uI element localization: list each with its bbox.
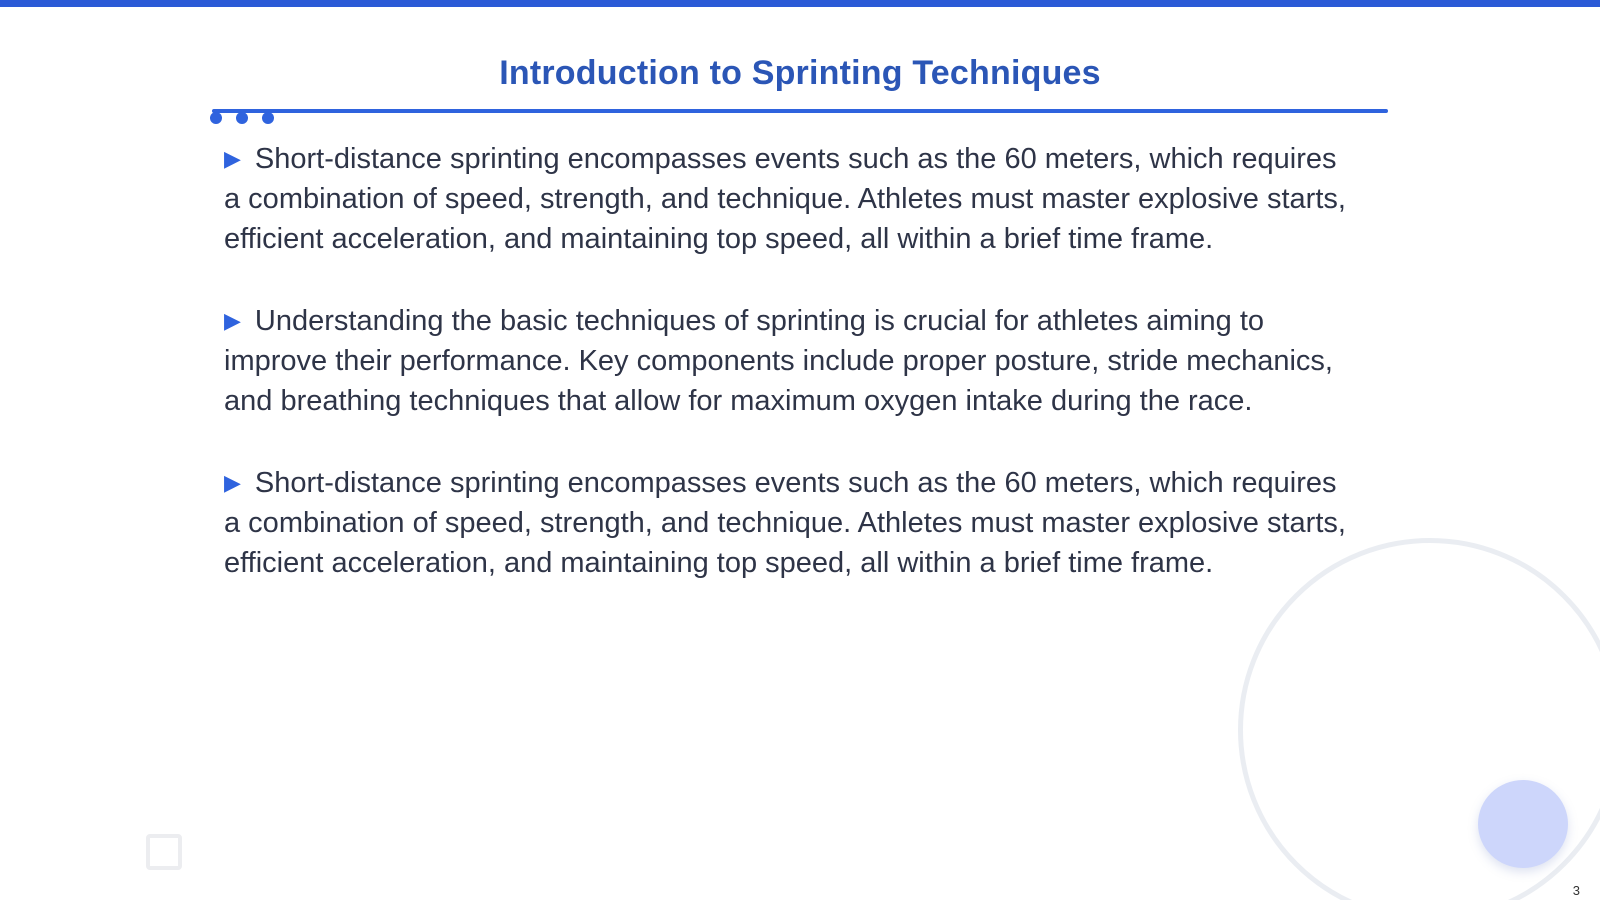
title-underline [212,109,1388,113]
underline-dot [210,112,222,124]
slide-title: Introduction to Sprinting Techniques [499,54,1101,92]
triangle-bullet-icon: ▶ [224,308,241,333]
top-accent-bar [0,0,1600,7]
bullet-item [224,463,1359,583]
bullet-item [224,301,1359,421]
triangle-bullet-icon: ▶ [224,146,241,171]
decorative-square [146,834,182,870]
page-number: 3 [1572,883,1580,898]
decorative-circle [1478,780,1568,868]
bullet-text: Short-distance sprinting encompasses events such as the 60 meters, which requires a combination of speed, strength, and technique. Athletes must master explosive starts, efficient acceleration, and maintaining top speed, all within a brief time frame. [224,143,1346,255]
underline-dot [236,112,248,124]
underline-dot [262,112,274,124]
bullet-list [224,139,1359,625]
bullet-item [224,139,1359,259]
triangle-bullet-icon: ▶ [224,470,241,495]
bullet-text: Short-distance sprinting encompasses events such as the 60 meters, which requires a combination of speed, strength, and technique. Athletes must master explosive starts, efficient acceleration, and maintaining top speed, all within a brief time frame. [224,467,1346,579]
bullet-text: Understanding the basic techniques of sprinting is crucial for athletes aiming to improve their performance. Key components include proper posture, stride mechanics, and breathing techniques that allow for maximum oxygen intake during the race. [224,305,1333,417]
